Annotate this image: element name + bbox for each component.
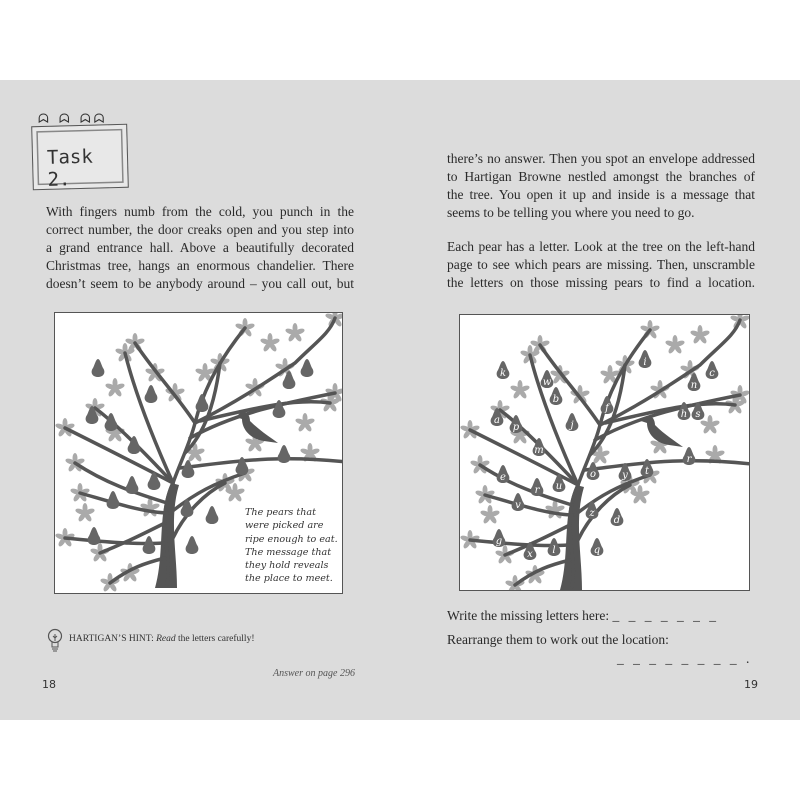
pear-letter: u <box>555 481 563 492</box>
pear <box>182 460 195 478</box>
bird-icon <box>236 412 278 443</box>
pear <box>206 506 219 524</box>
pear <box>107 491 120 509</box>
text-line: to Hartigan Browne nestled amongst the branches of <box>447 169 755 184</box>
pear-letter: s <box>695 409 701 420</box>
pear-tree-right <box>460 315 749 590</box>
tree-illustration-right <box>459 314 750 591</box>
text-line: Christmas tree, hangs an enormous chandelier. There <box>46 258 354 273</box>
task-title: Task 2. <box>46 145 94 191</box>
pear-letter: l <box>552 545 556 556</box>
text-line: the tree. You open it up and inside is a message that <box>447 187 755 202</box>
text-line: the letters on those missing pears to find a location. <box>447 275 755 290</box>
pear <box>145 385 158 403</box>
text-line: seems to be telling you where you need to go. <box>447 205 695 220</box>
task-card <box>31 124 129 190</box>
pear-letter: c <box>709 368 715 379</box>
pear-letter: v <box>515 500 521 511</box>
tree-illustration-left <box>54 312 343 594</box>
right-paragraph-1 <box>447 150 755 222</box>
missing-letters-line: Write the missing letters here: _ _ _ _ _ _ _ <box>447 608 720 623</box>
pear-letter: o <box>589 469 597 480</box>
rearrange-label: Rearrange them to work out the location: <box>447 632 669 647</box>
tree-branch <box>585 461 749 470</box>
missing-letters-blanks[interactable]: _ _ _ _ _ _ _ <box>612 608 720 623</box>
pear-letter: e <box>500 472 506 483</box>
pear-letter: y <box>622 470 628 481</box>
pear-letter: r <box>686 454 692 465</box>
pear <box>283 371 296 389</box>
spiral-rings-icon: ᗣ ᗣ ᗣᗣ <box>38 112 108 127</box>
pear-letter: i <box>643 357 647 368</box>
pear-letter: m <box>534 445 544 456</box>
text-line: a grand entrance hall. Above a beautifully decorated <box>46 240 354 255</box>
text-line: doesn’t seem to be anybody around – you call out, but <box>46 276 354 291</box>
right-paragraph-2 <box>447 238 755 292</box>
pear-letter: f <box>605 403 609 414</box>
pear-letter: z <box>589 508 595 519</box>
pear-letter: x <box>527 549 533 560</box>
pear-letter: a <box>494 415 500 426</box>
pear <box>126 476 139 494</box>
pear <box>278 445 291 463</box>
pear-letter: p <box>512 422 520 433</box>
pear-letter: t <box>644 466 650 477</box>
pear-letter: j <box>570 420 574 431</box>
tree-branch <box>180 459 342 468</box>
tree-caption: The pears that were picked are ripe enough to eat. The message that they hold reveals the place to meet. <box>245 507 338 585</box>
pear-letter: k <box>499 368 507 379</box>
pear <box>88 527 101 545</box>
text-line: correct number, the door creaks open and you step into <box>46 222 354 237</box>
pear-letter: g <box>495 536 503 547</box>
pear <box>186 536 199 554</box>
text-line: Each pear has a letter. Look at the tree on the left-hand <box>447 239 755 254</box>
pear <box>196 394 209 412</box>
text-line: With fingers numb from the cold, you punch in the <box>46 204 354 219</box>
pear-letter: b <box>552 394 560 405</box>
pear-letter: h <box>680 409 688 420</box>
pear-letter: w <box>542 377 552 388</box>
answer-reference: Answer on page 296 <box>273 668 355 679</box>
location-blanks[interactable]: _ _ _ _ _ _ _ _ . <box>617 651 753 666</box>
pear-letter: q <box>593 545 601 556</box>
bird-icon <box>641 416 683 447</box>
pear-letter: r <box>534 485 540 496</box>
page-number-left: 18 <box>42 678 56 691</box>
pear <box>143 536 156 554</box>
lightbulb-icon <box>47 628 63 654</box>
pear <box>92 359 105 377</box>
text-line: there’s no answer. Then you spot an envelope addressed <box>447 151 755 166</box>
pear <box>301 359 314 377</box>
left-paragraph <box>46 203 354 293</box>
text-line: page to see which pears are missing. Then, unscramble <box>447 257 755 272</box>
pear-letter: d <box>613 515 621 526</box>
hartigans-hint: HARTIGAN’S HINT: Read the letters carefully! <box>69 634 255 644</box>
pear-letter: n <box>690 380 698 391</box>
page-number-right: 19 <box>744 678 758 691</box>
